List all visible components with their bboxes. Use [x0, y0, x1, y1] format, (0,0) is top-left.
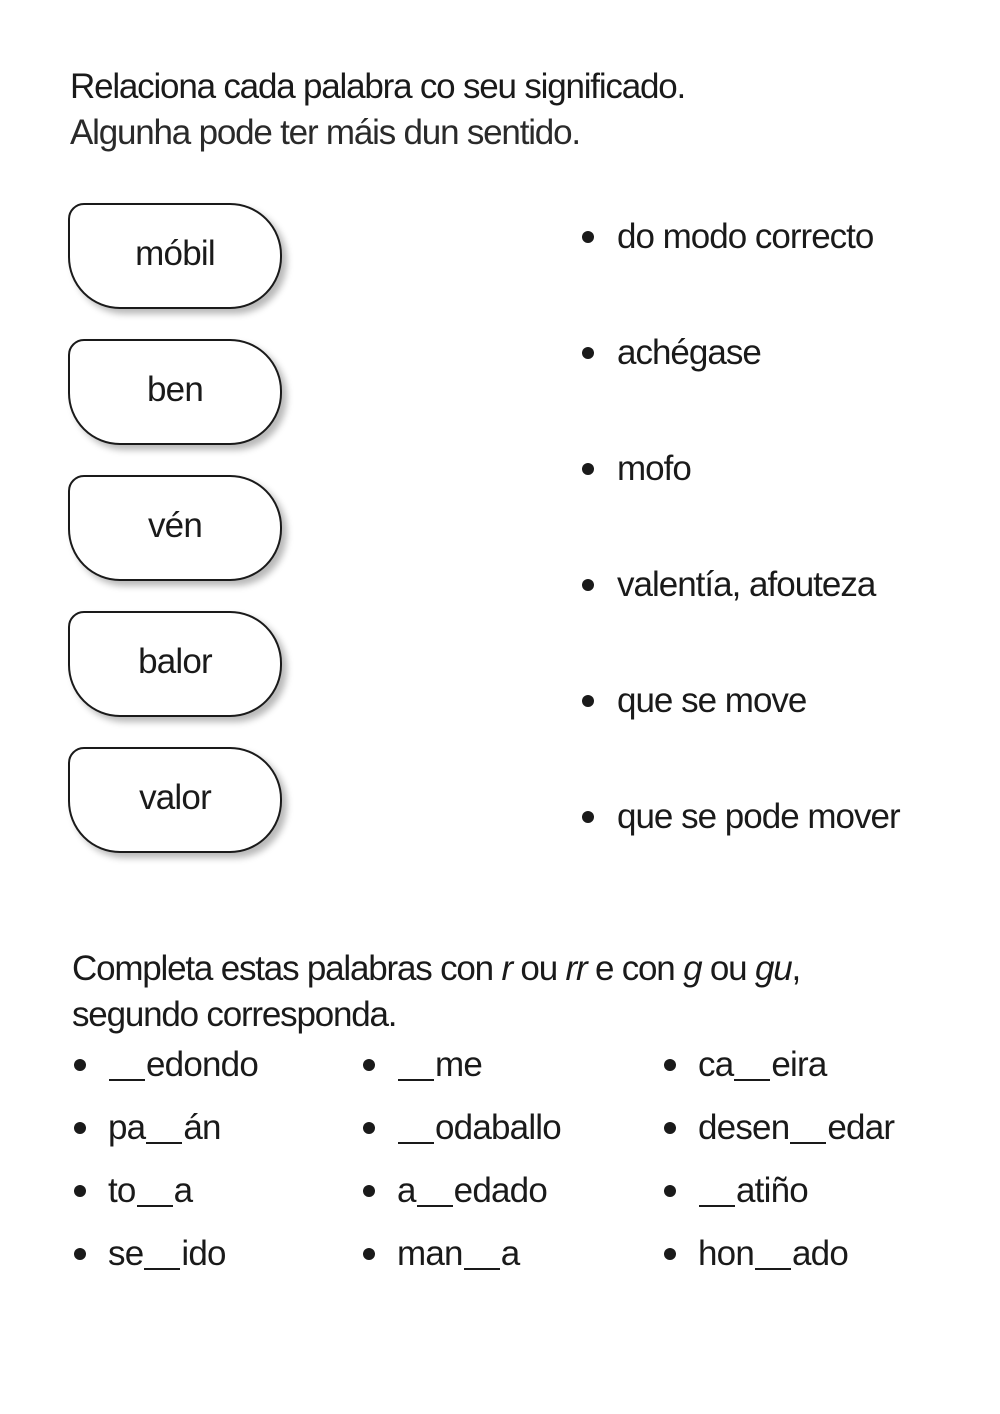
blank-input[interactable]	[398, 1049, 434, 1081]
bullet-icon	[363, 1248, 375, 1260]
meaning-item[interactable]	[582, 449, 691, 489]
instruction-text: e con	[586, 949, 684, 988]
meaning-item[interactable]	[582, 217, 873, 257]
fill-word-item	[664, 1234, 848, 1274]
word-prefix: pa	[108, 1108, 146, 1147]
word-suffix: edado	[453, 1171, 547, 1210]
word-prefix: a	[397, 1171, 416, 1210]
word-prefix: to	[108, 1171, 136, 1210]
word-box-balor[interactable]: balor	[68, 611, 282, 717]
word-prefix: hon	[698, 1234, 754, 1273]
fill-word-item	[74, 1045, 258, 1085]
bullet-icon	[664, 1185, 676, 1197]
instruction-text: ou	[701, 949, 755, 988]
bullet-icon	[363, 1059, 375, 1071]
meaning-item[interactable]	[582, 797, 900, 837]
bullet-icon	[582, 347, 594, 359]
fill-word-item	[664, 1045, 827, 1085]
word-prefix: ca	[698, 1045, 734, 1084]
bullet-icon	[582, 695, 594, 707]
word-suffix: án	[183, 1108, 221, 1147]
bullet-icon	[664, 1248, 676, 1260]
meaning-label: achégase	[617, 333, 761, 372]
meaning-label: mofo	[617, 449, 691, 488]
meaning-label: valentía, afouteza	[617, 565, 876, 604]
word-box-mobil[interactable]: móbil	[68, 203, 282, 309]
blank-input[interactable]	[755, 1238, 791, 1270]
word-suffix: me	[435, 1045, 483, 1084]
meaning-item[interactable]	[582, 681, 806, 721]
blank-input[interactable]	[734, 1049, 770, 1081]
fill-word-item	[74, 1234, 226, 1274]
bullet-icon	[74, 1122, 86, 1134]
fill-word-item	[74, 1108, 221, 1148]
instruction-letter-r: r	[501, 949, 512, 988]
bullet-icon	[582, 231, 594, 243]
word-suffix: a	[500, 1234, 520, 1273]
blank-input[interactable]	[417, 1175, 453, 1207]
instruction-match-line1: Relaciona cada palabra co seu significado.	[70, 67, 686, 106]
word-suffix: ado	[792, 1234, 848, 1273]
fill-word-item	[363, 1234, 519, 1274]
word-suffix: edar	[827, 1108, 895, 1147]
fill-word-item	[664, 1171, 808, 1211]
blank-input[interactable]	[137, 1175, 173, 1207]
word-prefix: se	[108, 1234, 144, 1273]
word-suffix: eira	[771, 1045, 827, 1084]
bullet-icon	[363, 1122, 375, 1134]
meaning-item[interactable]	[582, 565, 875, 605]
instruction-letter-gu: gu	[754, 949, 792, 988]
bullet-icon	[582, 579, 594, 591]
instruction-match	[70, 64, 685, 156]
bullet-icon	[74, 1248, 86, 1260]
blank-input[interactable]	[398, 1112, 434, 1144]
word-suffix: edondo	[146, 1045, 258, 1084]
blank-input[interactable]	[699, 1175, 735, 1207]
instruction-letter-rr: rr	[565, 949, 587, 988]
word-suffix: odaballo	[435, 1108, 561, 1147]
instruction-complete-line2: segundo corresponda.	[72, 995, 397, 1034]
word-prefix: desen	[698, 1108, 790, 1147]
bullet-icon	[582, 463, 594, 475]
instruction-letter-g: g	[683, 949, 702, 988]
bullet-icon	[582, 811, 594, 823]
bullet-icon	[664, 1059, 676, 1071]
meaning-label: que se move	[617, 681, 807, 720]
word-box-valor[interactable]: valor	[68, 747, 282, 853]
bullet-icon	[74, 1059, 86, 1071]
fill-word-item	[363, 1045, 482, 1085]
word-box-ben[interactable]: ben	[68, 339, 282, 445]
bullet-icon	[363, 1185, 375, 1197]
instruction-match-line2: Algunha pode ter máis dun sentido.	[70, 113, 580, 152]
word-box-ven[interactable]: vén	[68, 475, 282, 581]
meaning-label: do modo correcto	[617, 217, 874, 256]
meaning-item[interactable]	[582, 333, 761, 373]
instruction-text: ,	[791, 949, 801, 988]
word-suffix: a	[173, 1171, 193, 1210]
fill-word-item	[664, 1108, 894, 1148]
instruction-text: Completa estas palabras con	[72, 949, 502, 988]
word-suffix: ido	[181, 1234, 226, 1273]
instruction-complete-line1	[72, 946, 800, 992]
blank-input[interactable]	[790, 1112, 826, 1144]
word-prefix: man	[397, 1234, 463, 1273]
bullet-icon	[664, 1122, 676, 1134]
word-suffix: atiño	[736, 1171, 808, 1210]
fill-word-item	[363, 1171, 547, 1211]
fill-word-item	[74, 1171, 192, 1211]
fill-word-item	[363, 1108, 561, 1148]
meaning-label: que se pode mover	[617, 797, 900, 836]
blank-input[interactable]	[464, 1238, 500, 1270]
blank-input[interactable]	[146, 1112, 182, 1144]
instruction-complete	[72, 946, 800, 1038]
bullet-icon	[74, 1185, 86, 1197]
blank-input[interactable]	[144, 1238, 180, 1270]
instruction-text: ou	[511, 949, 566, 988]
blank-input[interactable]	[109, 1049, 145, 1081]
